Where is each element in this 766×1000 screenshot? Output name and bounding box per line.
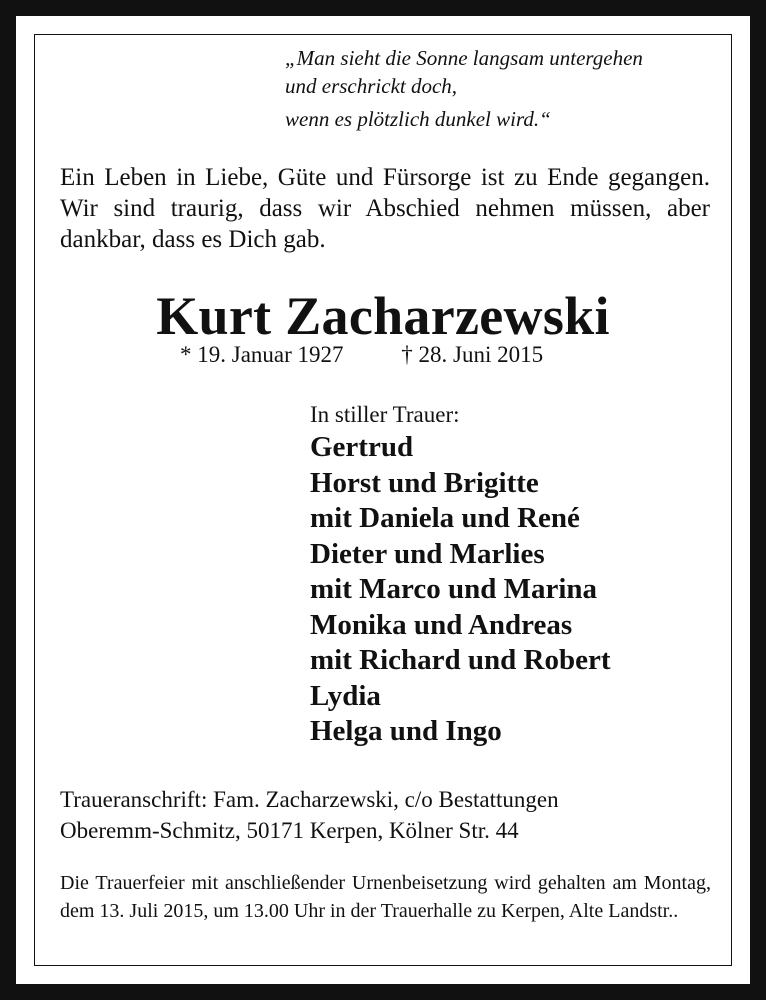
deceased-name: Kurt Zacharzewski <box>156 286 610 346</box>
quote-line-3: wenn es plötzlich dunkel wird.“ <box>285 107 551 131</box>
quote-line-1: „Man sieht die Sonne langsam untergehen <box>285 46 643 70</box>
mourner-name: Lydia <box>310 679 381 712</box>
mourner-name: mit Marco und Marina <box>310 573 598 605</box>
epigraph-quote <box>285 44 643 133</box>
mourners-block <box>310 400 610 750</box>
address-line-1: Traueranschrift: Fam. Zacharzewski, c/o Bestattungen <box>60 787 559 812</box>
mourner-name: Horst und Brigitte <box>310 466 539 499</box>
mourners-lead: In stiller Trauer: <box>310 402 460 427</box>
address-line-2: Oberemm-Schmitz, 50171 Kerpen, Kölner Str. 44 <box>60 818 519 843</box>
mourner-name: mit Daniela und René <box>310 502 580 534</box>
mourner-name: mit Richard und Robert <box>310 644 611 676</box>
mourner-name: Gertrud <box>310 431 414 463</box>
death-date: † 28. Juni 2015 <box>401 342 544 367</box>
mourner-name: Helga und Ingo <box>310 715 502 747</box>
life-dates <box>180 340 543 370</box>
intro-text: Ein Leben in Liebe, Güte und Fürsorge ist zu Ende gegangen. Wir sind traurig, dass wir Abschied nehmen müssen, aber dankbar, dass es Dich gab. <box>60 164 710 253</box>
mourner-name: Monika und Andreas <box>310 608 573 641</box>
mourning-address <box>60 784 559 846</box>
quote-line-2: und erschrickt doch, <box>285 74 458 98</box>
birth-date: * 19. Januar 1927 <box>180 342 344 367</box>
ceremony-notice: Die Trauerfeier mit anschließender Urnenbeisetzung wird gehalten am Montag, dem 13. Juli 2015, um 13.00 Uhr in der Trauerhalle zu Kerpen, Alte Landstr.. <box>60 872 711 922</box>
mourner-name: Dieter und Marlies <box>310 537 545 570</box>
mourners-list <box>310 430 610 750</box>
